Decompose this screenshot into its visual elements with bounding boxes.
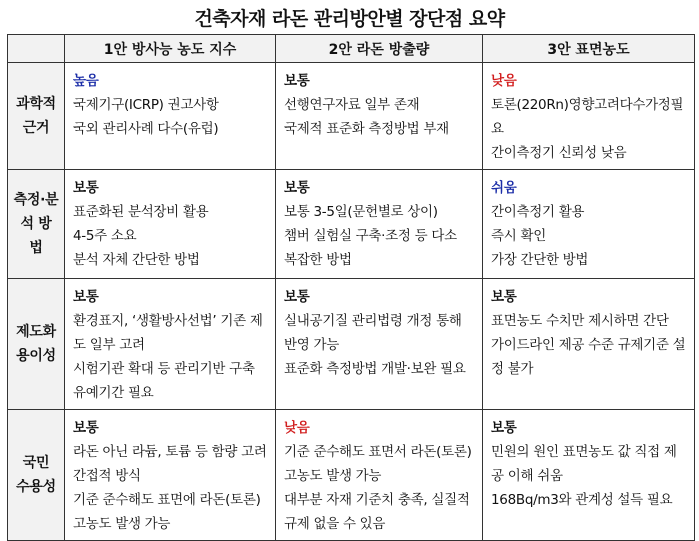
cell-text-line: 선행연구자료 일부 존재 — [284, 97, 420, 113]
cell-text-line: 보통 3-5일(문헌별로 상이) — [284, 204, 438, 220]
row-header-text: 측정·분 — [13, 192, 59, 208]
rating-label: 쉬움 — [491, 180, 517, 196]
rating-label: 높음 — [73, 73, 99, 89]
comparison-table — [7, 34, 695, 541]
table-cell — [276, 279, 483, 410]
rating-label: 보통 — [73, 420, 99, 436]
table-cell — [65, 170, 276, 279]
table-cell — [276, 410, 483, 541]
cell-text-line: 복잡한 방법 — [284, 252, 352, 268]
table-cell — [65, 279, 276, 410]
table-row — [8, 410, 695, 541]
row-header-text: 용이성 — [16, 348, 56, 364]
cell-text-line: 표준화 측정방법 개발·보완 필요 — [284, 361, 466, 377]
row-header-text: 과학적 — [16, 96, 56, 112]
column-header-option-3: 3안 표면농도 — [483, 35, 695, 63]
row-header — [8, 63, 65, 170]
page-title: 건축자재 라돈 관리방안별 장단점 요약 — [194, 8, 505, 30]
cell-text-line: 국제기구(ICRP) 권고사항 — [73, 97, 219, 113]
table-row — [8, 63, 695, 170]
rating-label: 보통 — [284, 180, 310, 196]
row-header-text: 수용성 — [16, 479, 56, 495]
column-header-option-2: 2안 라돈 방출량 — [276, 35, 483, 63]
header-row — [8, 35, 695, 63]
table-row — [8, 279, 695, 410]
corner-cell — [8, 35, 65, 63]
rating-label: 보통 — [284, 289, 310, 305]
rating-label: 낮음 — [284, 420, 310, 436]
table-cell — [483, 279, 695, 410]
cell-text-line: 표면농도 수치만 제시하면 간단 — [491, 313, 669, 329]
row-header — [8, 170, 65, 279]
row-header-text: 법 — [29, 240, 43, 256]
cell-text-line: 대부분 자재 기준치 충족, 실질적 규제 없을 수 있음 — [284, 492, 470, 532]
row-header — [8, 279, 65, 410]
cell-text-line: 표준화된 분석장비 활용 — [73, 204, 209, 220]
cell-text-line: 실내공기질 관리법령 개정 통해 반영 가능 — [284, 313, 462, 353]
cell-text-line: 환경표지, ‘생활방사선법’ 기존 제도 일부 고려 — [73, 313, 263, 353]
row-header-text: 근거 — [22, 120, 50, 136]
row-header-text: 제도화 — [16, 324, 56, 340]
table-cell — [483, 63, 695, 170]
cell-text-line: 기준 준수해도 표면에 라돈(토론) 고농도 발생 가능 — [73, 492, 261, 532]
rating-label: 보통 — [284, 73, 310, 89]
cell-text-line: 챔버 실험실 구축·조정 등 다소 — [284, 228, 457, 244]
table-cell — [483, 170, 695, 279]
cell-text-line: 국제적 표준화 측정방법 부재 — [284, 121, 449, 137]
rating-label: 보통 — [491, 289, 517, 305]
rating-label: 보통 — [73, 180, 99, 196]
table-cell — [483, 410, 695, 541]
row-header-text: 석 방 — [20, 216, 52, 232]
table-row — [8, 170, 695, 279]
cell-text-line: 분석 자체 간단한 방법 — [73, 252, 200, 268]
cell-text-line: 국외 관리사례 다수(유럽) — [73, 121, 219, 137]
cell-text-line: 시험기관 확대 등 관리기반 구축 유예기간 필요 — [73, 361, 255, 401]
cell-text-line: 4-5주 소요 — [73, 228, 137, 244]
row-header — [8, 410, 65, 541]
cell-text-line: 가이드라인 제공 수준 규제기준 설정 불가 — [491, 337, 686, 377]
column-header-option-1: 1안 방사능 농도 지수 — [65, 35, 276, 63]
table-cell — [276, 63, 483, 170]
table-cell — [65, 63, 276, 170]
cell-text-line: 기준 준수해도 표면서 라돈(토론) 고농도 발생 가능 — [284, 444, 472, 484]
cell-text-line: 토론(220Rn)영향고려다수가정필요 — [491, 97, 684, 137]
rating-label: 보통 — [491, 420, 517, 436]
rating-label: 낮음 — [491, 73, 517, 89]
cell-text-line: 민원의 원인 표면농도 값 직접 제공 이해 쉬움 — [491, 444, 677, 484]
cell-text-line: 라돈 아닌 라듐, 토륨 등 함량 고려 간접적 방식 — [73, 444, 267, 484]
cell-text-line: 가장 간단한 방법 — [491, 252, 589, 268]
cell-text-line: 간이측정기 신뢰성 낮음 — [491, 145, 627, 161]
row-header-text: 국민 — [22, 455, 50, 471]
table-cell — [276, 170, 483, 279]
cell-text-line: 간이측정기 활용 — [491, 204, 585, 220]
rating-label: 보통 — [73, 289, 99, 305]
cell-text-line: 즉시 확인 — [491, 228, 546, 244]
table-cell — [65, 410, 276, 541]
cell-text-line: 168Bq/m3와 관계성 설득 필요 — [491, 492, 673, 508]
